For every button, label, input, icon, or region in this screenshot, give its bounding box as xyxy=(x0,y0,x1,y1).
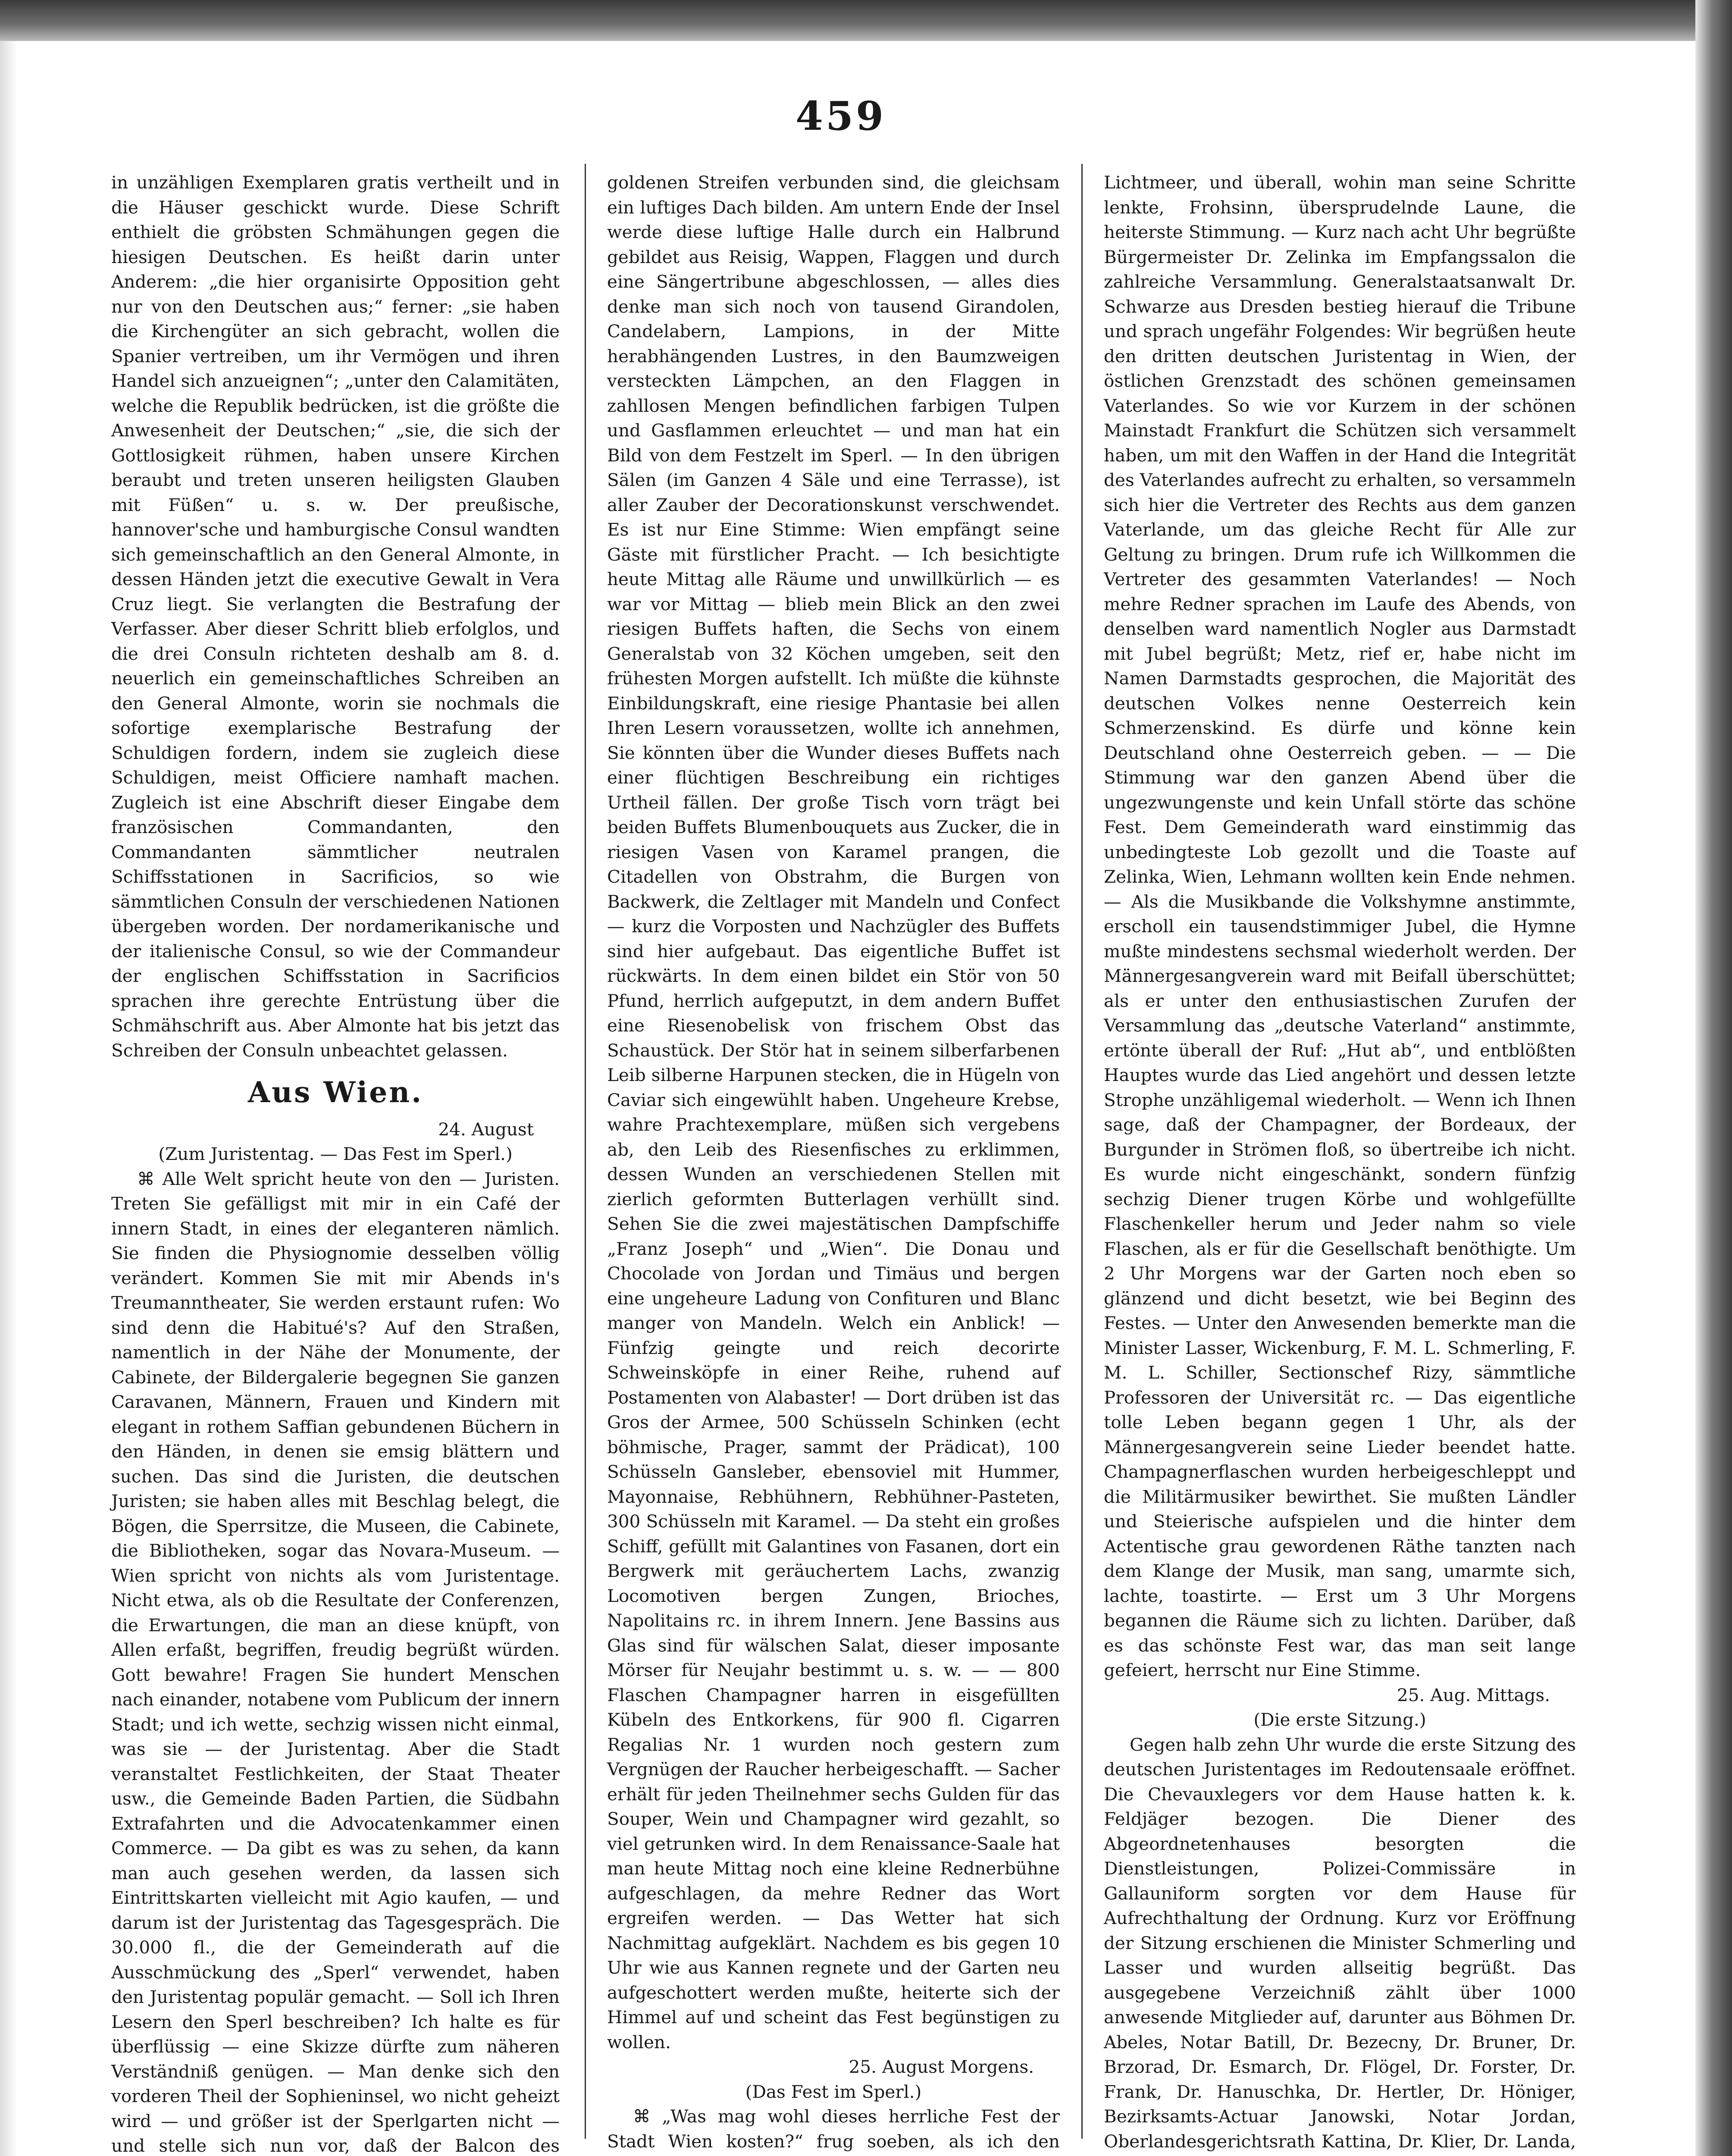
column-2 xyxy=(607,170,1060,2156)
article-text: Gegen halb zehn Uhr wurde die erste Sitzung des deutschen Juristentages im Redoutensaale eröffnet. Die Chevauxlegers vor dem Hause hatten k. k. Feldjäger bezogen. Die Diener des Abgeordnetenhauses besorgten die Dienstleistungen, Polizei-Commissäre in Gallauniform sorgten vor dem Hause für Aufrechthaltung der Ordnung. Kurz vor Eröffnung der Sitzung erschienen die Minister Schmerling und Lasser und wurden allseitig begrüßt. Das ausgegebene Verzeichniß zählt über 1000 anwesende Mitglieder auf, darunter aus Böhmen Dr. Abeles, Notar Batill, Dr. Bezecny, Dr. Bruner, Dr. Brzorad, Dr. Esmarch, Dr. Flögel, Dr. Forster, Dr. Frank, Dr. Hanuschka, Dr. Hertler, Dr. Höniger, Bezirksamts-Actuar Janowski, Notar Jordan, Oberlandesgerichtsrath Kattina, Dr. Klier, Dr. Landa, xyxy=(1104,1734,1576,2152)
dateline: 24. August xyxy=(438,1119,534,1140)
subheading: (Zum Juristentag. — Das Fest im Sperl.) xyxy=(158,1144,513,1164)
column-1 xyxy=(111,170,560,2156)
section-heading: Aus Wien. xyxy=(247,1075,423,1109)
subheading: (Die erste Sitzung.) xyxy=(1253,1709,1426,1730)
article-text: goldenen Streifen verbunden sind, die gleichsam ein luftiges Dach bilden. Am untern Ende der Insel werde diese luftige Halle durch ein Halbrund gebildet aus Reisig, Wappen, Flaggen und durch eine Sängertribune abgeschlossen, — alles dies denke man sich noch von tausend Girandolen, Candelabern, Lampions, in der Mitte herabhängenden Lustres, in den Baumzweigen versteckten Lämpchen, an den Flaggen in zahllosen Mengen befindlichen farbigen Tulpen und Gasflammen erleuchtet — und man hat ein Bild von dem Festzelt im Sperl. — In den übrigen Sälen (im Ganzen 4 Säle und eine Terrasse), ist aller Zauber der Decorationskunst verschwendet. Es ist nur Eine Stimme: Wien empfängt seine Gäste mit fürstlicher Pracht. — Ich besichtigte heute Mittag alle Räume und unwillkürlich — es war vor Mittag — blieb mein Blick an den zwei riesigen Buffets haften, die Sechs von einem Generalstab von 32 Köchen umgeben, seit den frühesten Morgen aufstellt. Ich müßte die kühnste Einbildungskraft, eine riesige Phantasie bei allen Ihren Lesern voraussetzen, wollte ich annehmen, Sie könnten über die Wunder dieses Buffets nach einer flüchtigen Beschreibung ein richtiges Urtheil fällen. Der große Tisch vorn trägt bei beiden Buffets Blumenbouquets aus Zucker, die in riesigen Vasen von Karamel prangen, die Citadellen von Obstrahm, die Burgen von Backwerk, die Zeltlager mit Mandeln und Confect — kurz die Vorposten und Nachzügler des Buffets sind hier aufgebaut. Das eigentliche Buffet ist rückwärts. In dem einen bildet ein Stör von 50 Pfund, herrlich aufgeputzt, in dem andern Buffet eine Riesenobelisk von frischem Obst das Schaustück. Der Stör hat in seinem silberfarbenen Leib silberne Harpunen stecken, die in Hügeln von Caviar sich eingewühlt haben. Ungeheure Krebse, wahre Prachtexemplare, müßen sich vergebens ab, den Leib des Riesenfisches zu erklimmen, dessen Wunden an verschiedenen Stellen mit zierlich geformten Butterlagen verhüllt sind. Sehen Sie die zwei majestätischen Dampfschiffe „Franz Joseph“ und „Wien“. Die Donau und Chocolade von Jordan und Timäus und bergen eine ungeheure Ladung von Confituren und Blanc manger von Mandeln. Welch ein Anblick! — Fünfzig geingte und reich decorirte Schweinsköpfe in einer Reihe, ruhend auf Postamenten von Alabaster! — Dort drüben ist das Gros der Armee, 500 Schüsseln Schinken (echt böhmische, Prager, sammt der Prädicat), 100 Schüsseln Gansleber, ebensoviel mit Hummer, Mayonnaise, Rebhühnern, Rebhühner-Pasteten, 300 Schüsseln mit Karamel. — Da steht ein großes Schiff, gefüllt mit Galantines von Fasanen, dort ein Bergwerk mit geräuchertem Lachs, zwanzig Locomotiven bergen Zungen, Brioches, Napolitains rc. in ihrem Innern. Jene Bassins aus Glas sind für wälschen Salat, dieser imposante Mörser für Neujahr bestimmt u. s. w. — — 800 Flaschen Champagner harren in eisgefüllten Kübeln des Entkorkens, für 900 fl. Cigarren Regalias Nr. 1 wurden noch gestern zum Vergnügen der Raucher herbeigeschafft. — Sacher erhält für jeden Theilnehmer sechs Gulden für das Souper, Wein und Champagner wird gezahlt, so viel getrunken wird. In dem Renaissance-Saale hat man heute Mittag noch eine kleine Rednerbühne aufgeschlagen, da mehre Redner das Wort ergreifen werden. — Das Wetter hat sich Nachmittag aufgeklärt. Nachdem es bis gegen 10 Uhr wie aus Kannen regnete und der Garten neu aufgeschottert werden mußte, heiterte sich der Himmel auf und scheint das Fest begünstigen zu wollen. xyxy=(607,172,1060,2053)
article-text: in unzähligen Exemplaren gratis vertheilt und in die Häuser geschickt wurde. Diese Schrift enthielt die gröbsten Schmähungen gegen die hiesigen Deutschen. Es heißt darin unter Anderem: „die hier organisirte Opposition geht nur von den Deutschen aus;“ ferner: „sie haben die Kirchengüter an sich gebracht, wollen die Spanier vertreiben, um ihr Vermögen und ihren Handel sich anzueignen“; „unter den Calamitäten, welche die Republik bedrücken, ist die größte die Anwesenheit der Deutschen;“ „sie, die sich der Gottlosigkeit rühmen, haben unsere Kirchen beraubt und treten unseren heiligsten Glauben mit Füßen“ u. s. w. Der preußische, hannover'sche und hamburgische Consul wandten sich gemeinschaftlich an den General Almonte, in dessen Händen jetzt die executive Gewalt in Vera Cruz liegt. Sie verlangten die Bestrafung der Verfasser. Aber dieser Schritt blieb erfolglos, und die drei Consuln richteten deshalb am 8. d. neuerlich ein gemeinschaftliches Schreiben an den General Almonte, worin sie nochmals die sofortige exemplarische Bestrafung der Schuldigen fordern, indem sie zugleich diese Schuldigen, meist Officiere namhaft machen. Zugleich ist eine Abschrift dieser Eingabe dem französischen Commandanten, den Commandanten sämmtlicher neutralen Schiffsstationen in Sacrificios, so wie sämmtlichen Consuln der verschiedenen Nationen übergeben worden. Der nordamerikanische und der italienische Consul, so wie der Commandeur der englischen Schiffsstation in Sacrificios sprachen ihre gerechte Entrüstung über die Schmähschrift aus. Aber Almonte hat bis jetzt das Schreiben der Consuln unbeachtet gelassen. xyxy=(111,172,560,1061)
dateline: 25. August Morgens. xyxy=(849,2056,1034,2077)
article-text: ⌘ „Was mag wohl dieses herrliche Fest der Stadt Wien kosten?“ frug soeben, als ich den xyxy=(607,2106,1060,2152)
scan-left-margin xyxy=(0,41,17,2156)
column-3 xyxy=(1104,170,1576,2156)
page-number: 459 xyxy=(795,93,886,139)
dateline: 25. Aug. Mittags. xyxy=(1397,1684,1550,1705)
scan-right-edge xyxy=(1695,0,1732,2156)
article-text: Lichtmeer, und überall, wohin man seine Schritte lenkte, Frohsinn, übersprudelnde Laune, die heiterste Stimmung. — Kurz nach acht Uhr begrüßte Bürgermeister Dr. Zelinka im Empfangssalon die zahlreiche Versammlung. Generalstaatsanwalt Dr. Schwarze aus Dresden bestieg hierauf die Tribune und sprach ungefähr Folgendes: Wir begrüßen heute den dritten deutschen Juristentag in Wien, der östlichen Grenzstadt des schönen gemeinsamen Vaterlandes. So wie vor Kurzem in der schönen Mainstadt Frankfurt die Schützen sich versammelt haben, um mit den Waffen in der Hand die Integrität des Vaterlandes aufrecht zu erhalten, so versammeln sich hier die Vertreter des Rechts aus dem ganzen Vaterlande, um das gleiche Recht für Alle zur Geltung zu bringen. Drum rufe ich Willkommen die Vertreter des gesammten Vaterlandes! — Noch mehre Redner sprachen im Laufe des Abends, von denselben ward namentlich Nogler aus Darmstadt mit Jubel begrüßt; Metz, rief er, habe nicht im Namen Darmstadts gesprochen, die Majorität des deutschen Volkes nenne Oesterreich kein Schmerzenskind. Es dürfe und könne kein Deutschland ohne Oesterreich geben. — — Die Stimmung war den ganzen Abend über die ungezwungenste und kein Unfall störte das schöne Fest. Dem Gemeinderath ward einstimmig das unbedingteste Lob gezollt und die Toaste auf Zelinka, Wien, Lehmann wollten kein Ende nehmen. — Als die Musikbande die Volkshymne anstimmte, erscholl ein tausendstimmiger Jubel, die Hymne mußte mindestens sechsmal wiederholt werden. Der Männergesangverein ward mit Beifall überschüttet; als er unter den enthusiastischen Zurufen der Versammlung das „deutsche Vaterland“ anstimmte, ertönte überall der Ruf: „Hut ab“, und entblößten Hauptes wurde das Lied angehört und dessen letzte Strophe unzähligemal wiederholt. — Wenn ich Ihnen sage, daß der Champagner, der Bordeaux, der Burgunder in Strömen floß, so übertreibe ich nicht. Es wurde nicht eingeschänkt, sondern fünfzig sechzig Diener trugen Körbe und wohlgefüllte Flaschenkeller herum und Jeder nahm so viele Flaschen, als er für die Gesellschaft benöthigte. Um 2 Uhr Morgens war der Garten noch eben so glänzend und dicht besetzt, wie bei Beginn des Festes. — Unter den Anwesenden bemerkte man die Minister Lasser, Wickenburg, F. M. L. Schmerling, F. M. L. Schiller, Sectionschef Rizy, sämmtliche Professoren der Universität rc. — Das eigentliche tolle Leben begann gegen 1 Uhr, als der Männergesangverein seine Lieder beendet hatte. Champagnerflaschen wurden herbeigeschleppt und die Militärmusiker bewirthet. Sie mußten Ländler und Steierische aufspielen und die hinter dem Actentische grau gewordenen Räthe tanzten nach dem Klange der Musik, man sang, umarmte sich, lachte, toastirte. — Erst um 3 Uhr Morgens begannen die Räume sich zu lichten. Darüber, daß es das schönste Fest war, das man seit lange gefeiert, herrscht nur Eine Stimme. xyxy=(1104,172,1576,1680)
column-rule-1 xyxy=(585,164,586,2139)
article-text: ⌘ Alle Welt spricht heute von den — Juristen. Treten Sie gefälligst mit mir in ein Café der innern Stadt, in eines der eleganteren nämlich. Sie finden die Physiognomie desselben völlig verändert. Kommen Sie mit mir Abends in's Treumanntheater, Sie werden erstaunt rufen: Wo sind denn die Habitué's? Auf den Straßen, namentlich in der Nähe der Monumente, der Cabinete, der Bildergalerie begegnen Sie ganzen Caravanen, Männern, Frauen und Kindern mit elegant in rothem Saffian gebundenen Büchern in den Händen, in denen sie emsig blättern und suchen. Das sind die Juristen, die deutschen Juristen; sie haben alles mit Beschlag belegt, die Bögen, die Sperrsitze, die Museen, die Cabinete, die Bibliotheken, sogar das Novara-Museum. — Wien spricht von nichts als vom Juristentage. Nicht etwa, als ob die Resultate der Conferenzen, die Erwartungen, die man an diese knüpft, von Allen erfaßt, begriffen, freudig begrüßt würden. Gott bewahre! Fragen Sie hundert Menschen nach einander, notabene vom Publicum der innern Stadt; und ich wette, sechzig wissen nicht einmal, was sie — der Juristentag. Aber die Stadt veranstaltet Festlichkeiten, der Staat Theater usw., die Gemeinde Baden Partien, die Südbahn Extrafahrten und die Advocatenkammer einen Commerce. — Da gibt es was zu sehen, da kann man auch gesehen werden, da lassen sich Eintrittskarten vielleicht mit Agio kaufen, — und darum ist der Juristentag das Tagesgespräch. Die 30.000 fl., die der Gemeinderath auf die Ausschmückung des „Sperl“ verwendet, haben den Juristentag populär gemacht. — Soll ich Ihren Lesern den Sperl beschreiben? Ich halte es für überflüssig — eine Skizze dürfte zum näheren Verständniß genügen. — Man denke sich den vorderen Theil der Sophieninsel, wo nicht geheizt wird — und größer ist der Sperlgarten nicht — und stelle sich nun vor, daß der Balcon des xyxy=(111,1168,560,2156)
column-rule-2 xyxy=(1081,164,1083,2139)
scan-top-shadow xyxy=(0,0,1732,41)
subheading: (Das Fest im Sperl.) xyxy=(745,2081,922,2102)
